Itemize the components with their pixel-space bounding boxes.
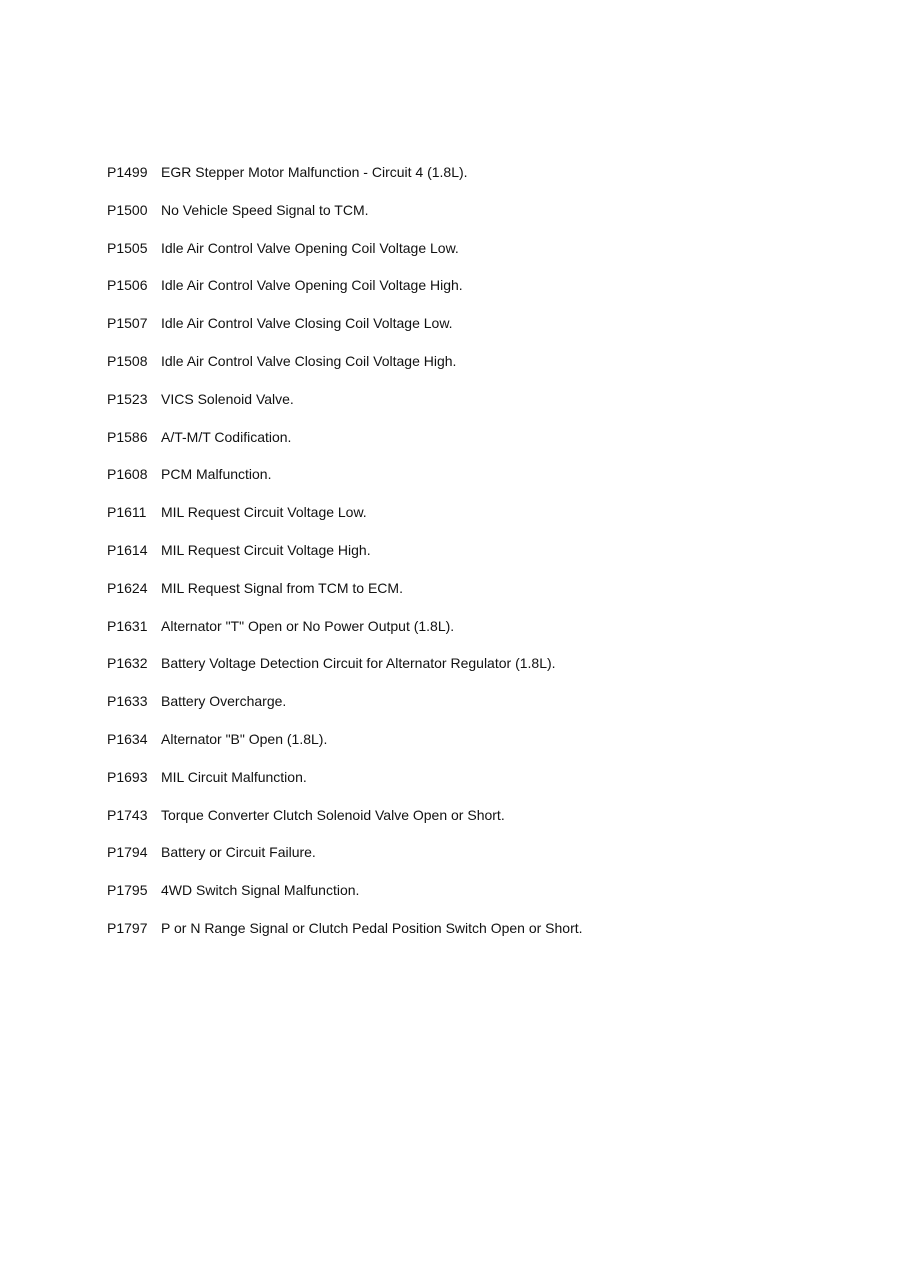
list-item [107, 540, 583, 578]
dtc-description: VICS Solenoid Valve. [161, 390, 294, 407]
dtc-code: P1505 [107, 239, 148, 256]
dtc-description: EGR Stepper Motor Malfunction - Circuit 4 (1.8L). [161, 164, 468, 180]
list-item [107, 653, 583, 691]
list-item [107, 805, 583, 843]
dtc-description: A/T-M/T Codification. [161, 428, 292, 445]
list-item [107, 389, 583, 427]
dtc-code: P1611 [107, 504, 147, 521]
dtc-description: Alternator "B" Open (1.8L). [161, 730, 328, 747]
dtc-description: Torque Converter Clutch Solenoid Valve Open or Short. [161, 806, 505, 823]
dtc-description: Idle Air Control Valve Opening Coil Voltage High. [161, 277, 463, 294]
dtc-code: P1614 [107, 541, 148, 558]
dtc-description: Idle Air Control Valve Opening Coil Voltage Low. [161, 239, 459, 256]
dtc-description: MIL Request Circuit Voltage High. [161, 541, 371, 558]
list-item [107, 616, 583, 654]
dtc-code: P1523 [107, 390, 148, 407]
dtc-code: P1797 [107, 919, 148, 936]
dtc-code: P1500 [107, 201, 148, 218]
dtc-code: P1586 [107, 428, 148, 445]
dtc-code: P1631 [107, 617, 148, 634]
dtc-code: P1634 [107, 730, 148, 747]
dtc-description: Battery Voltage Detection Circuit for Alternator Regulator (1.8L). [161, 655, 556, 672]
list-item [107, 238, 583, 276]
list-item [107, 918, 583, 956]
list-item [107, 313, 583, 351]
dtc-description: Idle Air Control Valve Closing Coil Voltage Low. [161, 315, 453, 332]
dtc-description: MIL Request Signal from TCM to ECM. [161, 579, 403, 596]
list-item [107, 351, 583, 389]
dtc-code: P1608 [107, 466, 148, 483]
list-item [107, 880, 583, 918]
dtc-code: P1795 [107, 882, 148, 899]
dtc-code: P1499 [107, 164, 148, 180]
dtc-code: P1624 [107, 579, 148, 596]
dtc-description: 4WD Switch Signal Malfunction. [161, 882, 360, 899]
dtc-code: P1633 [107, 693, 148, 710]
dtc-code: P1506 [107, 277, 148, 294]
list-item [107, 162, 583, 200]
dtc-description: No Vehicle Speed Signal to TCM. [161, 201, 369, 218]
dtc-code: P1693 [107, 768, 148, 785]
dtc-code: P1632 [107, 655, 148, 672]
dtc-code: P1507 [107, 315, 148, 332]
dtc-code-list [107, 162, 583, 956]
dtc-description: MIL Request Circuit Voltage Low. [161, 504, 367, 521]
list-item [107, 200, 583, 238]
dtc-description: PCM Malfunction. [161, 466, 272, 483]
list-item [107, 842, 583, 880]
list-item [107, 691, 583, 729]
dtc-description: MIL Circuit Malfunction. [161, 768, 307, 785]
dtc-description: P or N Range Signal or Clutch Pedal Position Switch Open or Short. [161, 919, 583, 936]
dtc-code: P1743 [107, 806, 148, 823]
dtc-description: Alternator "T" Open or No Power Output (1.8L). [161, 617, 455, 634]
list-item [107, 275, 583, 313]
list-item [107, 427, 583, 465]
dtc-code: P1794 [107, 844, 148, 861]
dtc-description: Battery or Circuit Failure. [161, 844, 316, 861]
dtc-code: P1508 [107, 352, 148, 369]
list-item [107, 502, 583, 540]
list-item [107, 729, 583, 767]
dtc-description: Idle Air Control Valve Closing Coil Voltage High. [161, 352, 457, 369]
dtc-description: Battery Overcharge. [161, 693, 287, 710]
list-item [107, 578, 583, 616]
list-item [107, 464, 583, 502]
list-item [107, 767, 583, 805]
